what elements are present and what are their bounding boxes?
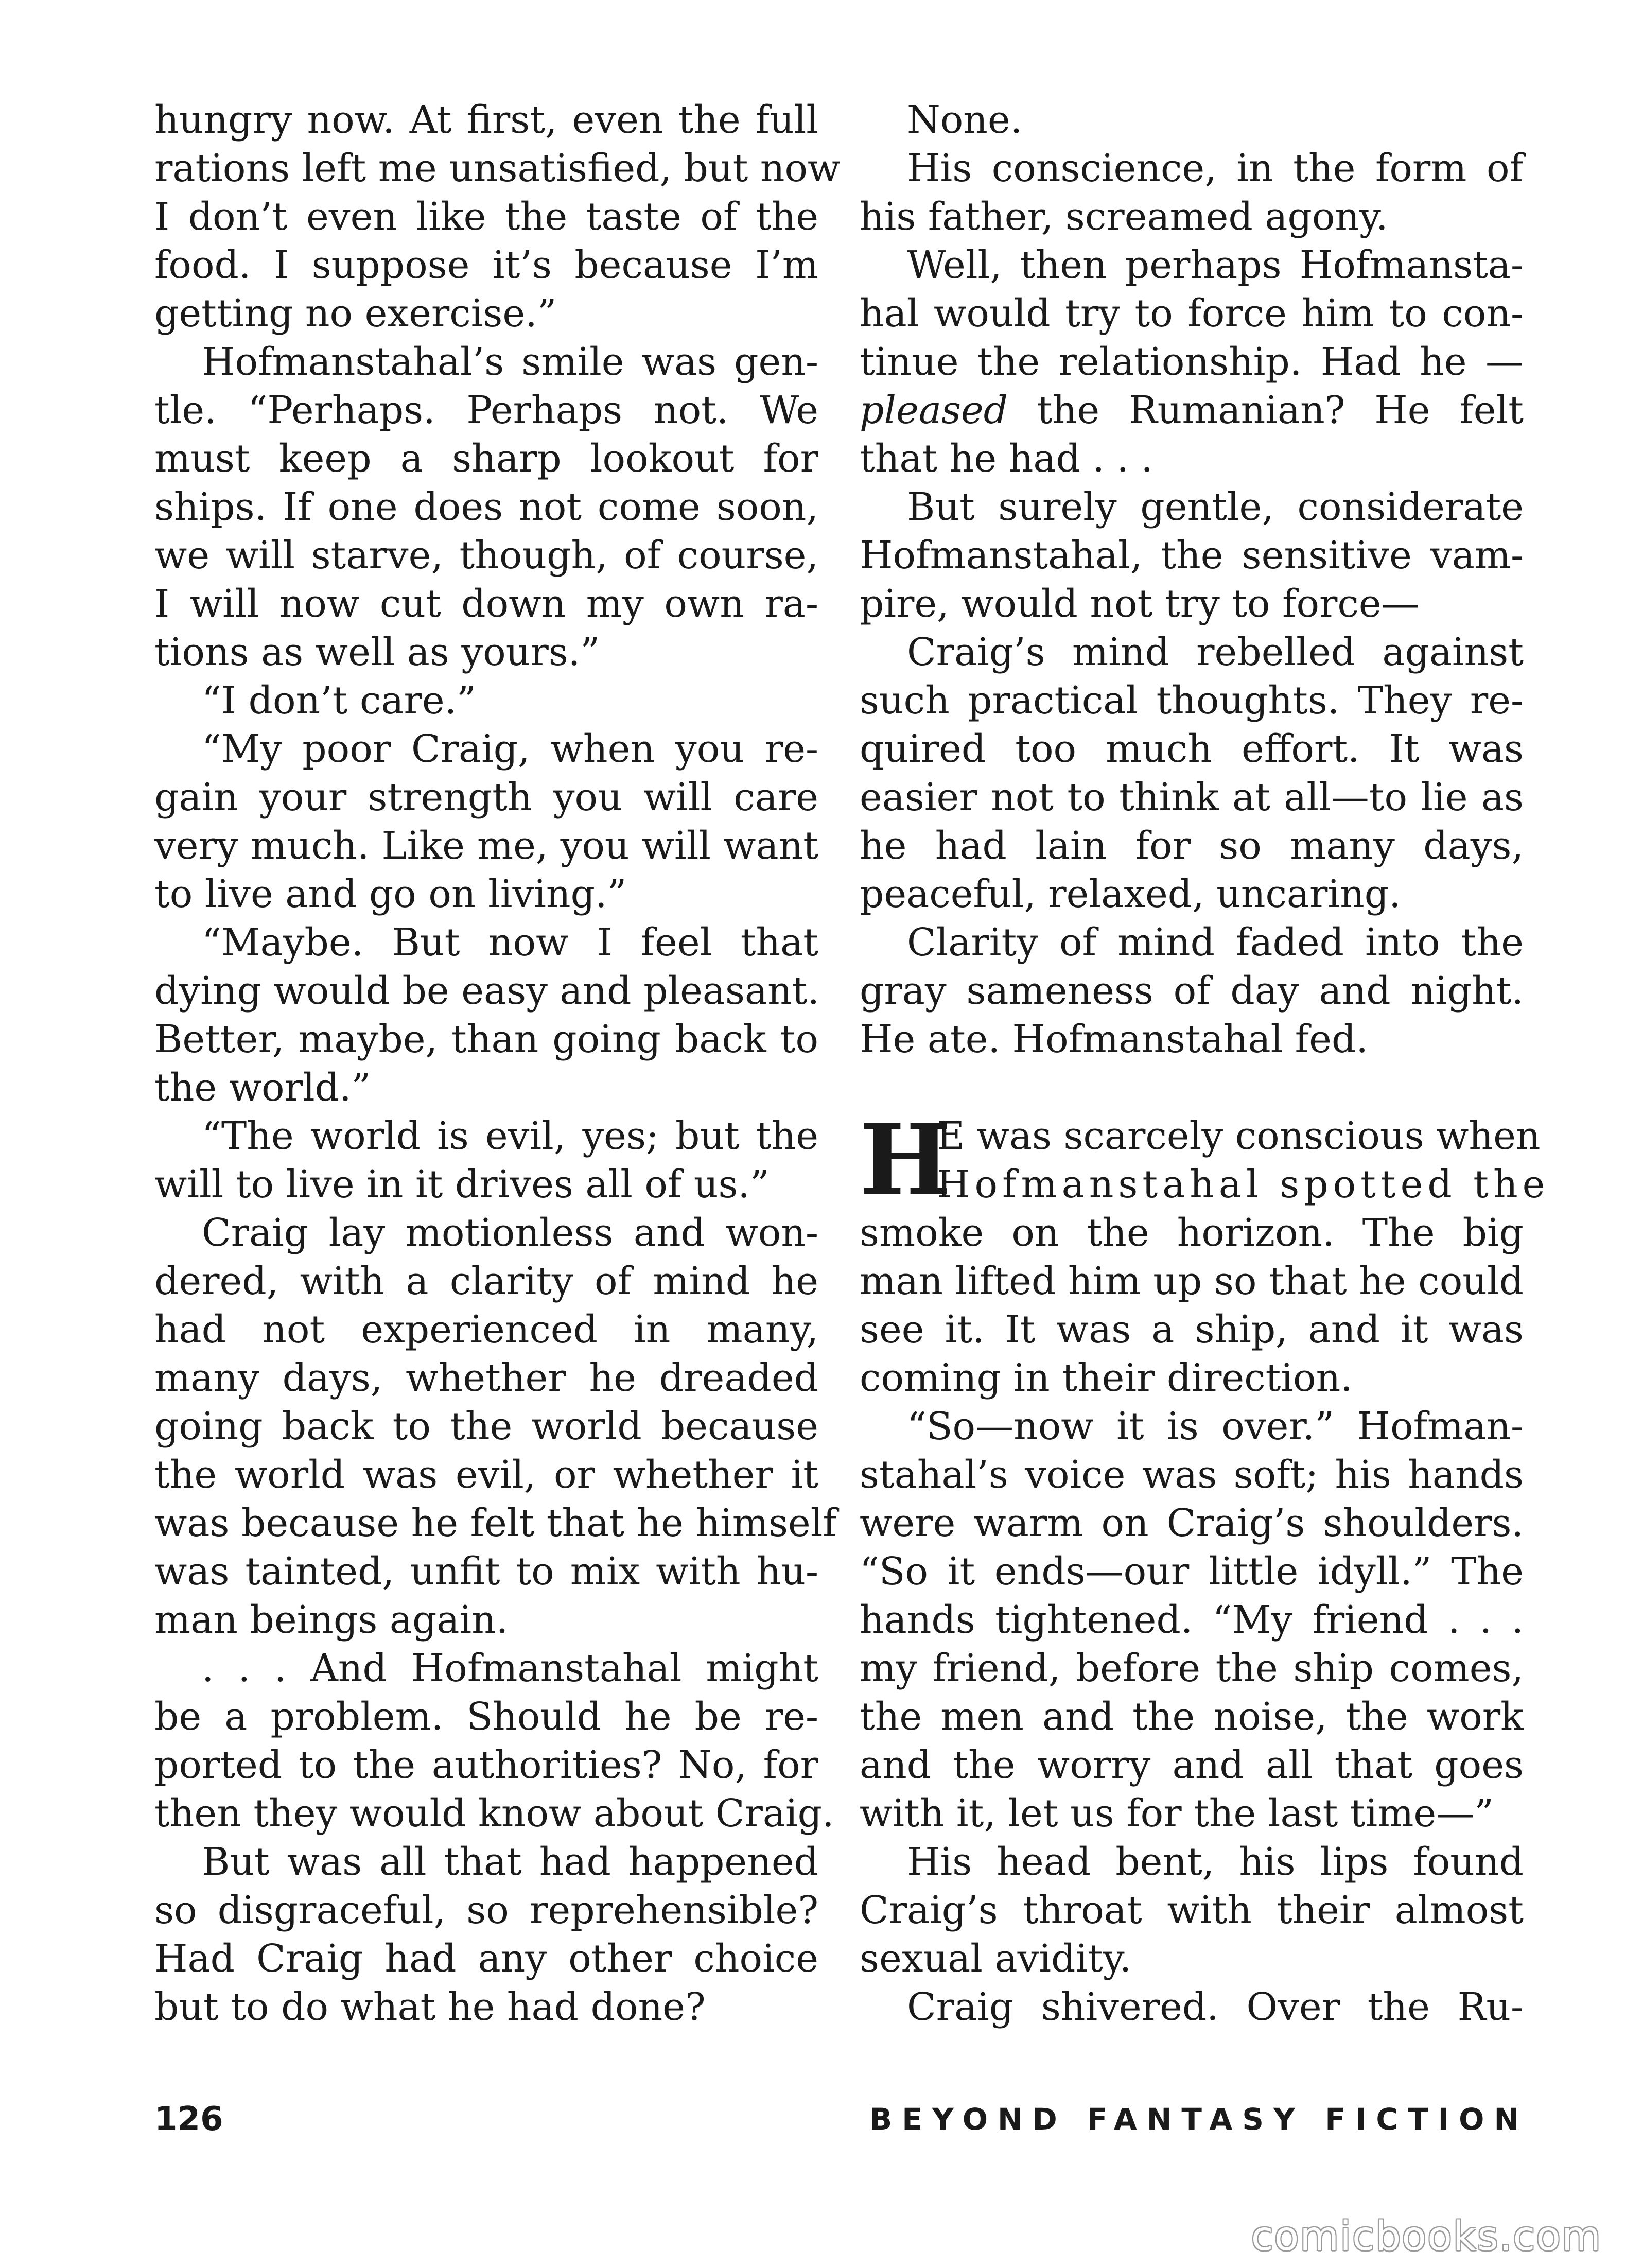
text-line: getting no exercise.” — [154, 291, 557, 336]
text-line: coming in their direction. — [860, 1356, 1353, 1400]
text-line: must keep a sharp lookout for — [154, 437, 818, 481]
text-line: so disgraceful, so reprehensible? — [154, 1888, 818, 1932]
text-line: easier not to think at all—to lie as — [860, 775, 1524, 819]
left-text-column — [154, 96, 841, 2031]
text-line: tinue the relationship. Had he — — [860, 340, 1524, 384]
text-line: the world.” — [154, 1066, 371, 1110]
text-line: stahal’s voice was soft; his hands — [860, 1453, 1524, 1497]
text-line: rations left me unsatisfied, but now — [154, 146, 841, 190]
text-fragment: the Rumanian? He felt — [1008, 388, 1524, 432]
text-line: my friend, before the ship comes, — [860, 1646, 1524, 1690]
text-line: “I don’t care.” — [202, 678, 477, 723]
text-line: hungry now. At first, even the full — [154, 98, 818, 142]
section-break — [860, 1063, 1524, 1112]
right-text-column — [860, 96, 1550, 2031]
text-line: smoke on the horizon. The big — [860, 1211, 1524, 1255]
text-line: was tainted, unfit to mix with hu- — [154, 1549, 818, 1594]
text-line: Hofmanstahal spotted the — [937, 1162, 1550, 1207]
text-line: But was all that had happened — [202, 1840, 818, 1884]
drop-cap: H — [860, 1103, 951, 1217]
text-line: gain your strength you will care — [154, 775, 818, 819]
text-line: man lifted him up so that he could — [860, 1259, 1524, 1303]
page-number: 126 — [154, 2100, 223, 2138]
text-line: . . . And Hofmanstahal might — [202, 1646, 818, 1690]
text-line: gray sameness of day and night. — [860, 969, 1524, 1013]
running-head: BEYOND FANTASY FICTION — [869, 2102, 1529, 2137]
text-line: Craig’s throat with their almost — [860, 1888, 1524, 1932]
text-line: tions as well as yours.” — [154, 630, 600, 674]
text-line: his father, screamed agony. — [860, 195, 1388, 239]
text-line: Had Craig had any other choice — [154, 1936, 818, 1981]
text-line: be a problem. Should he be re- — [154, 1695, 818, 1739]
text-line: Craig’s mind rebelled against — [907, 630, 1524, 674]
text-line: and the worry and all that goes — [860, 1743, 1524, 1787]
text-line: He ate. Hofmanstahal fed. — [860, 1017, 1368, 1061]
text-line: he had lain for so many days, — [860, 824, 1524, 868]
text-line: then they would know about Craig. — [154, 1791, 834, 1836]
text-line: going back to the world because — [154, 1404, 818, 1449]
text-line: was because he felt that he himself — [154, 1501, 837, 1545]
text-line: very much. Like me, you will want — [154, 824, 818, 868]
text-line: Craig shivered. Over the Ru- — [907, 1985, 1524, 2029]
text-line: His head bent, his lips found — [907, 1840, 1524, 1884]
text-line: had not experienced in many, — [154, 1307, 818, 1352]
text-line: were warm on Craig’s shoulders. — [860, 1501, 1524, 1545]
text-line: Clarity of mind faded into the — [907, 920, 1524, 965]
text-line: pire, would not try to force— — [860, 582, 1420, 626]
text-line: many days, whether he dreaded — [154, 1356, 818, 1400]
text-line: Better, maybe, than going back to — [154, 1017, 818, 1061]
text-line: we will starve, though, of course, — [154, 533, 818, 578]
text-line: Well, then perhaps Hofmansta- — [907, 243, 1524, 287]
text-line: ported to the authorities? No, for — [154, 1743, 818, 1787]
text-line: that he had . . . — [860, 437, 1153, 481]
text-line: None. — [907, 98, 1023, 142]
drop-cap-paragraph — [860, 1103, 1550, 1217]
text-line: such practical thoughts. They re- — [860, 678, 1524, 723]
text-line: man beings again. — [154, 1598, 509, 1642]
text-line: His conscience, in the form of — [907, 146, 1524, 190]
text-line: ships. If one does not come soon, — [154, 485, 818, 529]
text-line: tle. “Perhaps. Perhaps not. We — [154, 388, 818, 432]
text-line: see it. It was a ship, and it was — [860, 1307, 1524, 1352]
text-line: hands tightened. “My friend . . . — [860, 1598, 1524, 1642]
text-line: quired too much effort. It was — [860, 727, 1524, 771]
text-line: “The world is evil, yes; but the — [202, 1114, 818, 1158]
text-line: but to do what he had done? — [154, 1985, 706, 2029]
text-line: with it, let us for the last time—” — [860, 1791, 1494, 1836]
watermark: comicbooks.com — [1251, 2213, 1602, 2260]
text-line: hal would try to force him to con- — [860, 291, 1524, 336]
text-line: food. I suppose it’s because I’m — [154, 243, 818, 287]
text-line: Hofmanstahal’s smile was gen- — [202, 340, 818, 384]
text-line: the men and the noise, the work — [860, 1695, 1524, 1739]
text-line: to live and go on living.” — [154, 872, 627, 916]
text-line: will to live in it drives all of us.” — [154, 1162, 770, 1207]
text-line: E was scarcely conscious when — [937, 1114, 1541, 1158]
text-line: I don’t even like the taste of the — [154, 195, 818, 239]
italic-word: pleased — [860, 388, 1008, 432]
text-line: the world was evil, or whether it — [154, 1453, 818, 1497]
text-line: Craig lay motionless and won- — [202, 1211, 818, 1255]
text-line: But surely gentle, considerate — [907, 485, 1524, 529]
text-line: dying would be easy and pleasant. — [154, 969, 820, 1013]
text-line: sexual avidity. — [860, 1936, 1132, 1981]
text-line: “So—now it is over.” Hofman- — [907, 1404, 1524, 1449]
text-line: “Maybe. But now I feel that — [202, 920, 818, 965]
page-footer — [154, 2096, 1529, 2153]
text-line: dered, with a clarity of mind he — [154, 1259, 818, 1303]
text-line: “My poor Craig, when you re- — [202, 727, 818, 771]
text-line: Hofmanstahal, the sensitive vam- — [860, 533, 1524, 578]
text-line: “So it ends—our little idyll.” The — [860, 1549, 1524, 1594]
text-line: I will now cut down my own ra- — [154, 582, 818, 626]
text-line: peaceful, relaxed, uncaring. — [860, 872, 1401, 916]
text-line — [860, 386, 1524, 434]
